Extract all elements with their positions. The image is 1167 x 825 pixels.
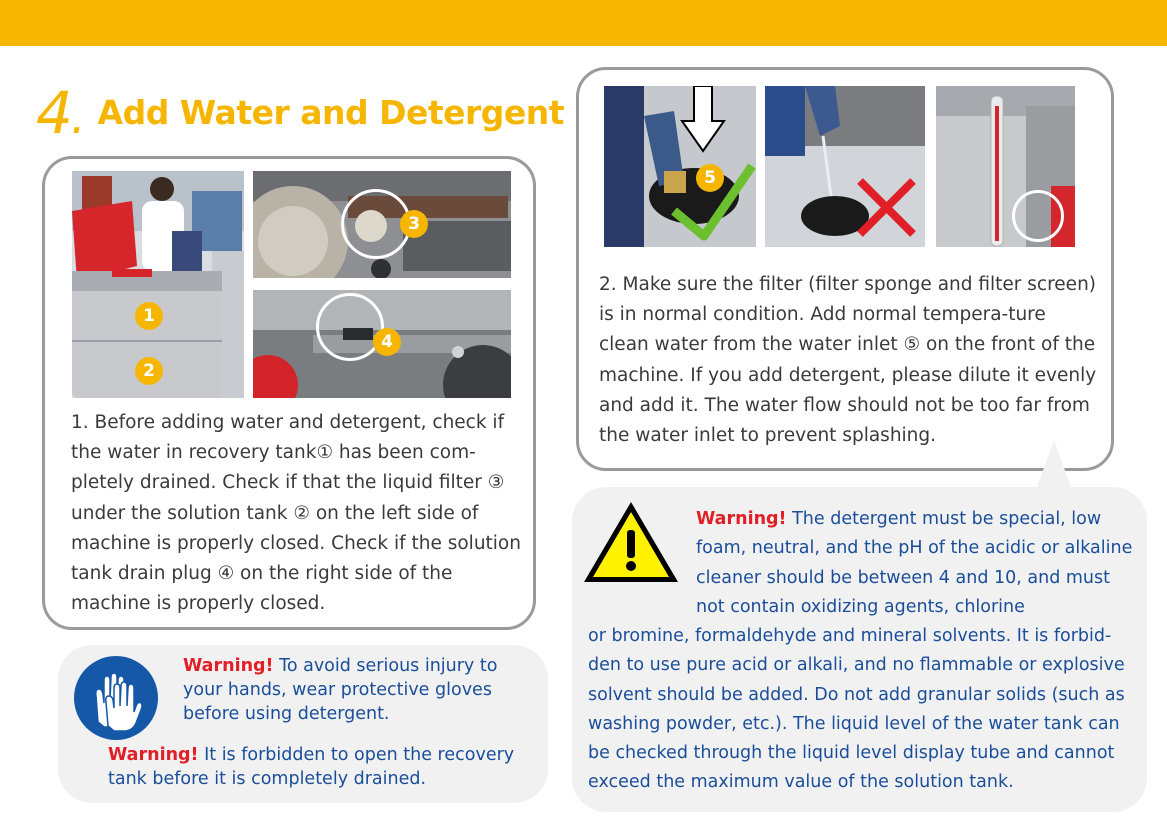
section-heading xyxy=(36,62,565,147)
detergent-warning-continued: or bromine, formaldehyde and mineral solvents. It is forbid-den to use pure acid or alkali, and no flammable or explosive solvent should be added. Do not add granular solids (such as washing powder, etc.). The liquid level of the water tank can be checked through the liquid level display tube and cannot exceed the maximum value of the solution tank. xyxy=(588,626,1125,793)
check-icon xyxy=(672,166,752,246)
detergent-warning xyxy=(696,505,1136,622)
photo-level-tube xyxy=(936,86,1075,247)
badge-1: 1 xyxy=(135,302,163,330)
plug-highlight-ring xyxy=(316,293,384,361)
cross-icon xyxy=(857,178,915,236)
warning-text: It is forbidden to open the recovery tank before it is completely drained. xyxy=(108,745,515,789)
step2-instructions: 2. Make sure the filter (filter sponge and filter screen) is in normal condition. Add normal tempera-ture clean water from the water inlet ⑤ on the front of the machine. If you add detergent, please dilute it evenly and add it. The water flow should not be too far from the water inlet to prevent splashing. xyxy=(599,274,1097,447)
gloves-icon xyxy=(74,656,158,740)
warning-label: Warning! xyxy=(108,745,199,765)
photo-incorrect-filling xyxy=(765,86,925,247)
recovery-warning xyxy=(108,743,538,791)
photo-drain-plug xyxy=(253,290,511,398)
badge-4: 4 xyxy=(373,328,401,356)
badge-3: 3 xyxy=(400,210,428,238)
top-banner xyxy=(0,0,1167,46)
photo-correct-filling xyxy=(604,86,756,247)
page-title: Add Water and Detergent xyxy=(97,93,565,132)
warning-label: Warning! xyxy=(183,656,274,676)
badge-5: 5 xyxy=(696,164,724,192)
photo-recovery-tank xyxy=(72,171,244,398)
speech-bubble-tail xyxy=(1036,440,1072,490)
level-highlight-ring xyxy=(1012,190,1064,242)
warning-label: Warning! xyxy=(696,509,787,529)
gloves-warning xyxy=(183,654,538,726)
section-number: 4. xyxy=(36,79,84,147)
step1-instructions: 1. Before adding water and detergent, check if the water in recovery tank① has been com-pletely drained. Check if that the liquid filter ③ under the solution tank ② on the left side of machine is properly closed. Check if the solution tank drain plug ④ on the right side of the machine is properly closed. xyxy=(71,412,521,615)
hazard-warning-icon xyxy=(581,498,681,586)
warning-text: To avoid serious injury to your hands, wear protective gloves before using detergent. xyxy=(183,656,498,724)
badge-2: 2 xyxy=(135,357,163,385)
photo-liquid-filter xyxy=(253,171,511,278)
warning-text: The detergent must be special, low foam, neutral, and the pH of the acidic or alkaline cleaner should be between 4 and 10, and must not contain oxidizing agents, chlorine xyxy=(696,509,1133,617)
